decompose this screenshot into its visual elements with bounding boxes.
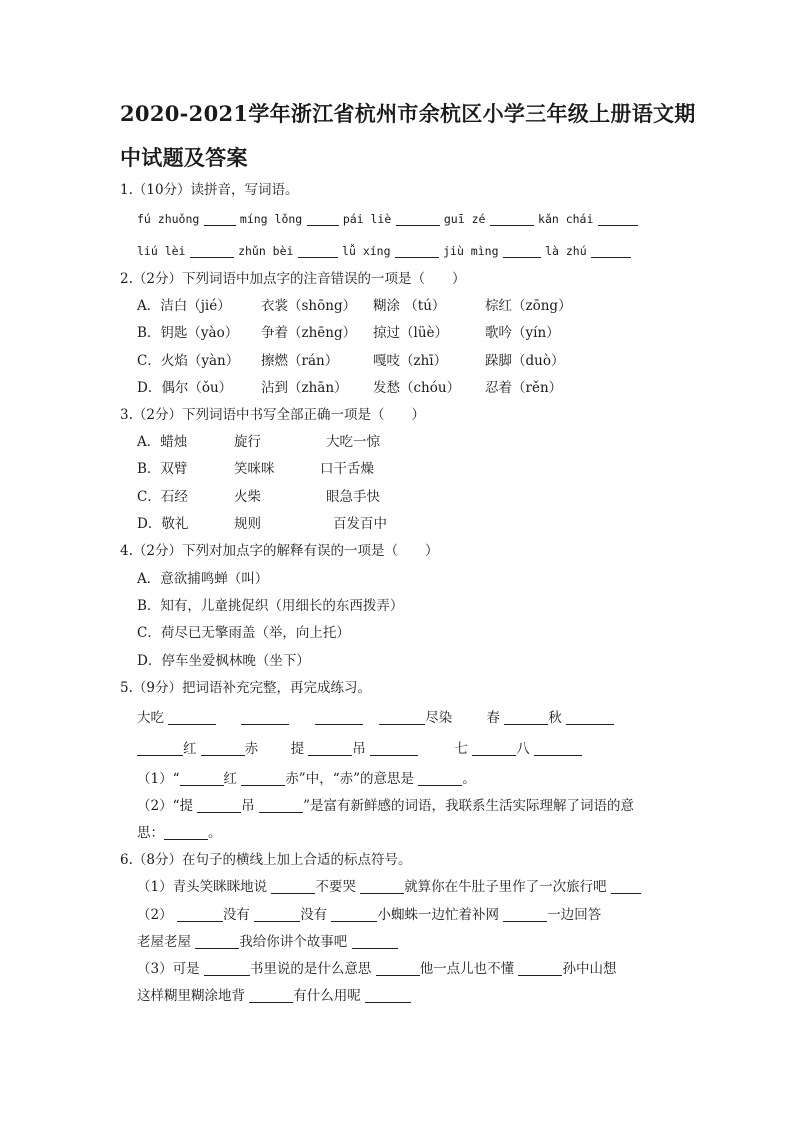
answer-blank[interactable] bbox=[503, 907, 547, 922]
answer-blank[interactable] bbox=[164, 825, 208, 840]
sentence-2-continued bbox=[137, 933, 398, 951]
option-a: A．意欲捕鸣蝉（叫） bbox=[137, 571, 269, 587]
option-a bbox=[137, 297, 572, 315]
question-5-part-2 bbox=[137, 797, 634, 815]
question-5-part-2-continued bbox=[137, 824, 222, 842]
option-b: B．知有，儿童挑促织（用细长的东西拨弄） bbox=[137, 598, 404, 614]
option-word: 旋行 bbox=[234, 434, 261, 450]
answer-blank[interactable] bbox=[504, 710, 548, 725]
sentence-text: 没有 bbox=[300, 907, 328, 923]
question-6-stem: 6.（8分）在句子的横线上加上合适的标点符号。 bbox=[120, 852, 412, 868]
sub-text: ”是富有新鲜感的词语，我联系生活实际理解了词语的意 bbox=[303, 798, 634, 814]
option-word: 沾到（zhān） bbox=[261, 380, 348, 396]
option-c: C．荷尽已无擎雨盖（举，向上托） bbox=[137, 625, 350, 641]
answer-blank[interactable] bbox=[180, 771, 224, 786]
sub-text: （2）“提 bbox=[137, 798, 193, 814]
sentence-1 bbox=[137, 878, 641, 896]
pinyin: pái liè bbox=[342, 212, 392, 226]
sentence-text: 我给你讲个故事吧 bbox=[239, 934, 348, 950]
answer-blank[interactable] bbox=[201, 741, 245, 756]
answer-blank[interactable] bbox=[241, 771, 285, 786]
answer-blank[interactable] bbox=[518, 961, 562, 976]
answer-blank[interactable] bbox=[249, 988, 293, 1003]
sub-text: 思： bbox=[137, 825, 164, 841]
answer-blank[interactable] bbox=[204, 211, 236, 226]
answer-blank[interactable] bbox=[331, 907, 377, 922]
idiom-char: 八 bbox=[516, 741, 530, 757]
answer-blank[interactable] bbox=[379, 710, 425, 725]
answer-blank[interactable] bbox=[591, 243, 631, 258]
answer-blank[interactable] bbox=[365, 988, 411, 1003]
sentence-3 bbox=[137, 960, 616, 978]
option-d bbox=[137, 379, 562, 397]
pinyin: lǚ xíng bbox=[342, 244, 391, 258]
page-title: 2020-2021学年浙江省杭州市余杭区小学三年级上册语文期 bbox=[120, 101, 696, 126]
option-a bbox=[137, 433, 380, 451]
sentence-text: （2） bbox=[137, 907, 173, 923]
idiom-char: 秋 bbox=[548, 710, 562, 726]
sentence-text: 有什么用呢 bbox=[293, 988, 361, 1004]
option-word: B．钥匙（yào） bbox=[137, 325, 239, 341]
answer-blank[interactable] bbox=[315, 710, 363, 725]
option-word: C．火焰（yàn） bbox=[137, 353, 240, 369]
option-word: 发愁（chóu） bbox=[373, 380, 461, 396]
sub-text: （1）“ bbox=[137, 771, 180, 787]
option-word: 棕红（zōng） bbox=[485, 298, 572, 314]
idiom-char: 春 bbox=[486, 710, 500, 726]
answer-blank[interactable] bbox=[360, 879, 404, 894]
answer-blank[interactable] bbox=[598, 211, 638, 226]
sub-text: 。 bbox=[462, 771, 476, 787]
answer-blank[interactable] bbox=[472, 741, 516, 756]
sentence-text: 小蜘蛛一边忙着补网 bbox=[377, 907, 499, 923]
sentence-text: （1）青头笑眯眯地说 bbox=[137, 879, 268, 895]
answer-blank[interactable] bbox=[241, 710, 289, 725]
option-word: 大吃一惊 bbox=[326, 434, 380, 450]
answer-blank[interactable] bbox=[271, 879, 315, 894]
answer-blank[interactable] bbox=[259, 798, 303, 813]
option-word: 忍着（rěn） bbox=[485, 380, 563, 396]
answer-blank[interactable] bbox=[254, 907, 300, 922]
idiom-char: 大吃 bbox=[137, 710, 164, 726]
answer-blank[interactable] bbox=[503, 243, 541, 258]
idiom-char: 尽染 bbox=[425, 710, 453, 726]
pinyin: kǎn chái bbox=[538, 212, 594, 226]
option-b bbox=[137, 324, 560, 342]
option-word: 规则 bbox=[234, 516, 261, 532]
page-title-continued: 中试题及答案 bbox=[120, 145, 248, 170]
pinyin: là zhú bbox=[545, 244, 587, 258]
option-word: 口干舌燥 bbox=[320, 461, 374, 477]
pinyin: zhǔn bèi bbox=[238, 244, 294, 258]
option-d: D．停车坐爱枫林晚（坐下） bbox=[137, 653, 310, 669]
option-word: B．双臂 bbox=[137, 461, 188, 477]
sentence-2 bbox=[137, 906, 601, 924]
sub-text: 吊 bbox=[241, 798, 255, 814]
option-word: D．敬礼 bbox=[137, 516, 189, 532]
sentence-text: 孙中山想 bbox=[562, 961, 617, 977]
pinyin: fú zhuǒng bbox=[137, 212, 200, 226]
sentence-text: 没有 bbox=[222, 907, 250, 923]
idiom-char: 七 bbox=[454, 741, 468, 757]
question-5-stem: 5.（9分）把词语补充完整，再完成练习。 bbox=[120, 680, 371, 696]
sentence-text: 书里说的是什么意思 bbox=[249, 961, 372, 977]
option-d bbox=[137, 515, 387, 533]
answer-blank[interactable] bbox=[195, 934, 239, 949]
pinyin-row-2 bbox=[137, 242, 631, 260]
answer-blank[interactable] bbox=[370, 741, 418, 756]
answer-blank[interactable] bbox=[418, 771, 462, 786]
answer-blank[interactable] bbox=[197, 798, 241, 813]
question-3-stem: 3.（2分）下列词语中书写全部正确一项是（ ） bbox=[120, 407, 425, 423]
option-word: 百发百中 bbox=[333, 516, 387, 532]
sentence-text: 不要哭 bbox=[315, 879, 356, 895]
answer-blank[interactable] bbox=[396, 211, 440, 226]
pinyin: liú lèi bbox=[137, 244, 186, 258]
answer-blank[interactable] bbox=[298, 243, 338, 258]
idiom-char: 吊 bbox=[352, 741, 366, 757]
option-word: 火柴 bbox=[234, 489, 261, 505]
option-word: 掠过（lüè） bbox=[373, 325, 449, 341]
sentence-3-continued bbox=[137, 987, 411, 1005]
option-b bbox=[137, 460, 374, 478]
question-5-part-1 bbox=[137, 770, 476, 788]
option-c bbox=[137, 352, 564, 370]
option-word: 嘎吱（zhī） bbox=[373, 353, 448, 369]
answer-blank[interactable] bbox=[177, 907, 223, 922]
answer-blank[interactable] bbox=[566, 710, 614, 725]
sentence-text: 老屋老屋 bbox=[137, 934, 191, 950]
answer-blank[interactable] bbox=[308, 741, 352, 756]
answer-blank[interactable] bbox=[534, 741, 582, 756]
sentence-text: 就算你在牛肚子里作了一次旅行吧 bbox=[404, 879, 607, 895]
answer-blank[interactable] bbox=[168, 710, 216, 725]
idiom-row-2 bbox=[137, 740, 582, 758]
sub-text: 赤”中，“赤”的意思是 bbox=[285, 771, 415, 787]
question-4-stem: 4.（2分）下列对加点字的解释有误的一项是（ ） bbox=[120, 543, 439, 559]
answer-blank[interactable] bbox=[190, 243, 234, 258]
option-word: 眼急手快 bbox=[326, 489, 380, 505]
answer-blank[interactable] bbox=[307, 211, 339, 226]
answer-blank[interactable] bbox=[352, 934, 398, 949]
idiom-char: 红 bbox=[183, 741, 197, 757]
sentence-text: 一边回答 bbox=[547, 907, 602, 923]
option-word: 歌吟（yín） bbox=[485, 325, 560, 341]
pinyin: míng lǒng bbox=[239, 212, 303, 226]
option-word: D．偶尔（ǒu） bbox=[137, 380, 233, 396]
answer-blank[interactable] bbox=[395, 243, 439, 258]
option-word: 跺脚（duò） bbox=[485, 353, 565, 369]
option-word: 擦燃（rán） bbox=[261, 353, 339, 369]
option-word: 争着（zhēng） bbox=[261, 325, 357, 341]
answer-blank[interactable] bbox=[204, 961, 250, 976]
answer-blank[interactable] bbox=[611, 879, 641, 894]
option-word: 笑咪咪 bbox=[234, 461, 275, 477]
idiom-char: 赤 bbox=[244, 741, 259, 757]
option-word: C．石经 bbox=[137, 489, 188, 505]
sub-text: 。 bbox=[208, 825, 222, 841]
question-1-stem: 1.（10分）读拼音，写词语。 bbox=[120, 182, 299, 198]
answer-blank[interactable] bbox=[137, 741, 183, 756]
option-word: A．蜡烛 bbox=[137, 434, 188, 450]
option-c bbox=[137, 488, 380, 506]
pinyin: guī zé bbox=[443, 212, 486, 226]
answer-blank[interactable] bbox=[490, 211, 534, 226]
sentence-text: 他一点儿也不懂 bbox=[419, 961, 515, 977]
option-word: A．洁白（jié） bbox=[137, 298, 231, 314]
sentence-text: 这样糊里糊涂地背 bbox=[137, 988, 245, 1004]
idiom-char: 提 bbox=[290, 741, 305, 757]
sub-text: 红 bbox=[223, 771, 237, 787]
sentence-text: （3）可是 bbox=[137, 961, 200, 977]
pinyin-row-1 bbox=[137, 210, 638, 228]
answer-blank[interactable] bbox=[376, 961, 420, 976]
question-2-stem: 2.（2分）下列词语中加点字的注音错误的一项是（ ） bbox=[120, 271, 466, 287]
option-word: 衣裳（shōng） bbox=[261, 298, 357, 314]
option-word: 糊涂 （tú） bbox=[373, 298, 446, 314]
pinyin: jiù mìng bbox=[443, 244, 499, 258]
idiom-row-1 bbox=[137, 709, 614, 727]
